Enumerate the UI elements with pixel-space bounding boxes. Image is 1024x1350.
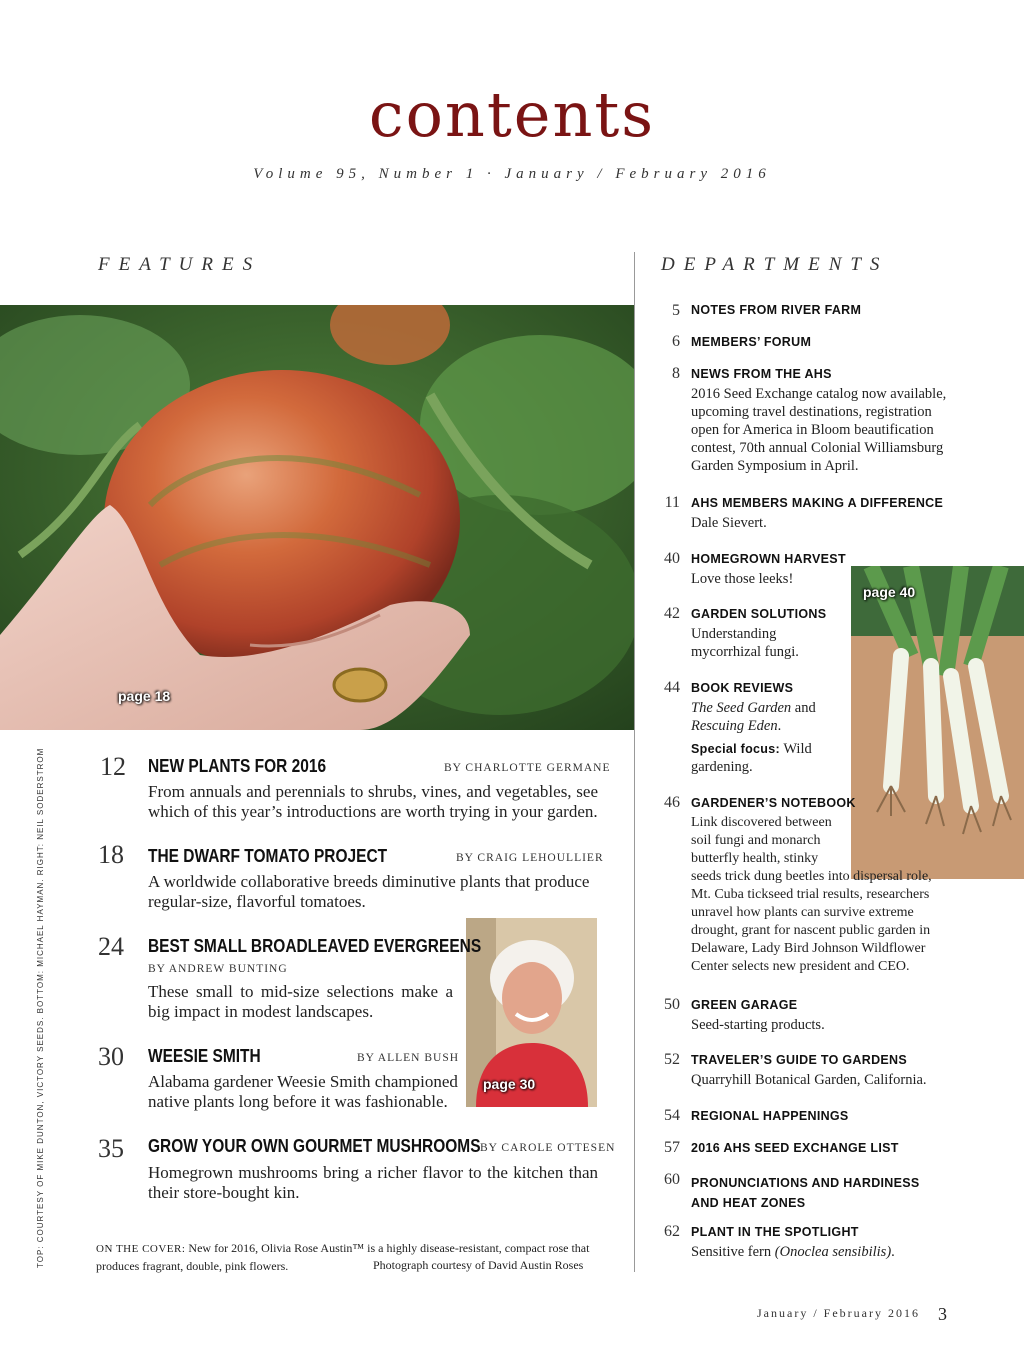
dept-description: Quarryhill Botanical Garden, California. — [691, 1072, 927, 1088]
photo-credit: TOP: COURTESY OF MIKE DUNTON, VICTORY SEEDS. BOTTOM: MICHAEL HAYMAN. RIGHT: NEIL SODERSTROM — [36, 747, 45, 1268]
book-title: The Seed Garden — [691, 700, 792, 716]
feature-description: From annuals and perennials to shrubs, vines, and vegetables, see which of this year’s introductions are worth trying in your garden. — [148, 782, 598, 821]
dept-description — [691, 385, 946, 475]
dept-title[interactable]: TRAVELER’S GUIDE TO GARDENS — [691, 1053, 907, 1067]
desc-line: upcoming travel destinations, registration — [691, 404, 932, 420]
dept-page-number: 11 — [664, 494, 680, 511]
desc-line: Garden Symposium in April. — [691, 458, 859, 474]
dept-title[interactable]: GARDENER’S NOTEBOOK — [691, 796, 856, 810]
departments-heading: DEPARTMENTS — [661, 254, 889, 275]
dept-title[interactable]: BOOK REVIEWS — [691, 681, 794, 695]
feature-title[interactable]: WEESIE SMITH — [148, 1046, 261, 1066]
desc-line: Mt. Cuba tickseed trial results, researchers — [691, 887, 930, 902]
page-tag: page 30 — [483, 1076, 536, 1092]
book-title: Rescuing Eden — [691, 718, 778, 734]
dept-title[interactable]: 2016 AHS SEED EXCHANGE LIST — [691, 1141, 899, 1155]
dept-title[interactable]: NEWS FROM THE AHS — [691, 367, 832, 381]
dept-title[interactable]: GREEN GARAGE — [691, 998, 798, 1012]
feature-page-number: 35 — [98, 1134, 124, 1163]
dept-page-number: 8 — [672, 365, 680, 382]
dept-title[interactable]: REGIONAL HAPPENINGS — [691, 1109, 849, 1123]
dept-description: Seed-starting products. — [691, 1017, 825, 1033]
dept-page-number: 6 — [672, 333, 680, 350]
desc-line: butterfly health, stinky — [691, 851, 819, 866]
dept-description — [691, 814, 932, 976]
dept-page-number: 60 — [664, 1171, 680, 1188]
page-tag: page 40 — [863, 584, 916, 600]
dept-page-number: 50 — [664, 996, 680, 1013]
dept-description — [691, 699, 816, 735]
feature-byline: BY ALLEN BUSH — [357, 1052, 460, 1064]
desc-line: Delaware, Lady Bird Johnson Wildflower — [691, 941, 926, 956]
dept-title[interactable]: AHS MEMBERS MAKING A DIFFERENCE — [691, 496, 944, 510]
desc-text: and — [791, 700, 816, 716]
latin-name: (Onoclea sensibilis) — [774, 1244, 892, 1260]
dept-description — [691, 625, 799, 661]
tomato-photo — [0, 305, 634, 730]
dept-description: Love those leeks! — [691, 571, 794, 587]
feature-page-number: 18 — [98, 840, 124, 869]
dept-title[interactable]: NOTES FROM RIVER FARM — [691, 303, 862, 317]
feature-byline: BY CRAIG LEHOULLIER — [456, 852, 604, 864]
dept-title[interactable]: GARDEN SOLUTIONS — [691, 607, 827, 621]
features-heading: FEATURES — [98, 254, 262, 275]
dept-page-number: 46 — [664, 794, 680, 811]
desc-text: . — [891, 1244, 895, 1260]
dept-page-number: 54 — [664, 1107, 680, 1124]
dept-page-number: 5 — [672, 302, 680, 319]
feature-title[interactable]: BEST SMALL BROADLEAVED EVERGREENS — [148, 936, 482, 956]
feature-title[interactable]: THE DWARF TOMATO PROJECT — [148, 846, 388, 866]
feature-byline: BY CHARLOTTE GERMANE — [444, 762, 611, 774]
desc-line — [691, 717, 816, 735]
desc-line: Center selects new president and CEO. — [691, 959, 910, 974]
feature-byline: BY CAROLE OTTESEN — [480, 1142, 616, 1154]
feature-description: Alabama gardener Weesie Smith championed native plants long before it was fashionable. — [148, 1072, 458, 1111]
cover-credit: Photograph courtesy of David Austin Roses — [373, 1258, 584, 1272]
dept-title[interactable]: PLANT IN THE SPOTLIGHT — [691, 1225, 859, 1239]
dept-title[interactable]: HOMEGROWN HARVEST — [691, 552, 846, 566]
desc-text: Wild — [779, 741, 812, 757]
title-line: PRONUNCIATIONS AND HARDINESS — [691, 1176, 920, 1190]
column-divider — [634, 252, 635, 1272]
desc-text: . — [777, 718, 782, 734]
cover-label: ON THE COVER: — [96, 1243, 186, 1255]
issue-subtitle: Volume 95, Number 1 · January / February 2016 — [253, 166, 771, 182]
page-title: contents — [368, 78, 656, 151]
feature-description: These small to mid-size selections make a big impact in modest landscapes. — [148, 982, 453, 1021]
desc-line: soil fungi and monarch — [691, 833, 821, 848]
dept-description: Dale Sievert. — [691, 515, 767, 531]
desc-text: Sensitive fern — [691, 1244, 775, 1260]
page-tag: page 18 — [118, 688, 171, 704]
feature-description: Homegrown mushrooms bring a richer flavor to the kitchen than their store-bought kin. — [148, 1163, 598, 1202]
feature-page-number: 24 — [98, 932, 124, 961]
dept-description — [691, 1243, 895, 1261]
feature-title[interactable]: GROW YOUR OWN GOURMET MUSHROOMS — [148, 1136, 481, 1156]
desc-line: mycorrhizal fungi. — [691, 644, 799, 660]
feature-byline: BY ANDREW BUNTING — [148, 963, 288, 975]
special-focus — [691, 740, 812, 776]
desc-line — [691, 699, 816, 717]
dept-title[interactable]: MEMBERS’ FORUM — [691, 335, 812, 349]
desc-line: contest, 70th annual Colonial Williamsburg — [691, 440, 944, 456]
desc-line: 2016 Seed Exchange catalog now available, — [691, 386, 947, 402]
desc-line: drought, grant for nascent public garden in — [691, 923, 931, 938]
dept-page-number: 40 — [664, 550, 680, 567]
desc-line: Link discovered between — [691, 815, 832, 830]
feature-title[interactable]: NEW PLANTS FOR 2016 — [148, 756, 327, 776]
special-label: Special focus: — [691, 742, 780, 756]
desc-line: open for America in Bloom beautification — [691, 422, 934, 438]
dept-page-number: 62 — [664, 1223, 680, 1240]
feature-description: A worldwide collaborative breeds diminutive plants that produce regular-size, flavorful tomatoes. — [148, 872, 590, 911]
feature-page-number: 30 — [98, 1042, 124, 1071]
footer-issue: January / February 2016 — [757, 1306, 920, 1320]
dept-page-number: 42 — [664, 605, 680, 622]
feature-page-number: 12 — [100, 752, 126, 781]
desc-line: Understanding — [691, 626, 777, 642]
title-line: AND HEAT ZONES — [691, 1196, 806, 1210]
dept-page-number: 44 — [664, 679, 680, 696]
dept-title[interactable] — [691, 1173, 920, 1213]
cover-text: New for 2016, Olivia Rose Austin™ is a highly disease-resistant, compact rose that produces fragrant, double, pink flowers. — [96, 1241, 590, 1273]
desc-line: unravel how plants can survive extreme — [691, 905, 914, 920]
dept-page-number: 57 — [664, 1139, 680, 1156]
footer-page-number: 3 — [938, 1304, 947, 1324]
desc-line — [691, 740, 812, 758]
desc-line: seeds trick dung beetles into dispersal role, — [691, 869, 932, 884]
desc-line: gardening. — [691, 759, 753, 775]
dept-page-number: 52 — [664, 1051, 680, 1068]
